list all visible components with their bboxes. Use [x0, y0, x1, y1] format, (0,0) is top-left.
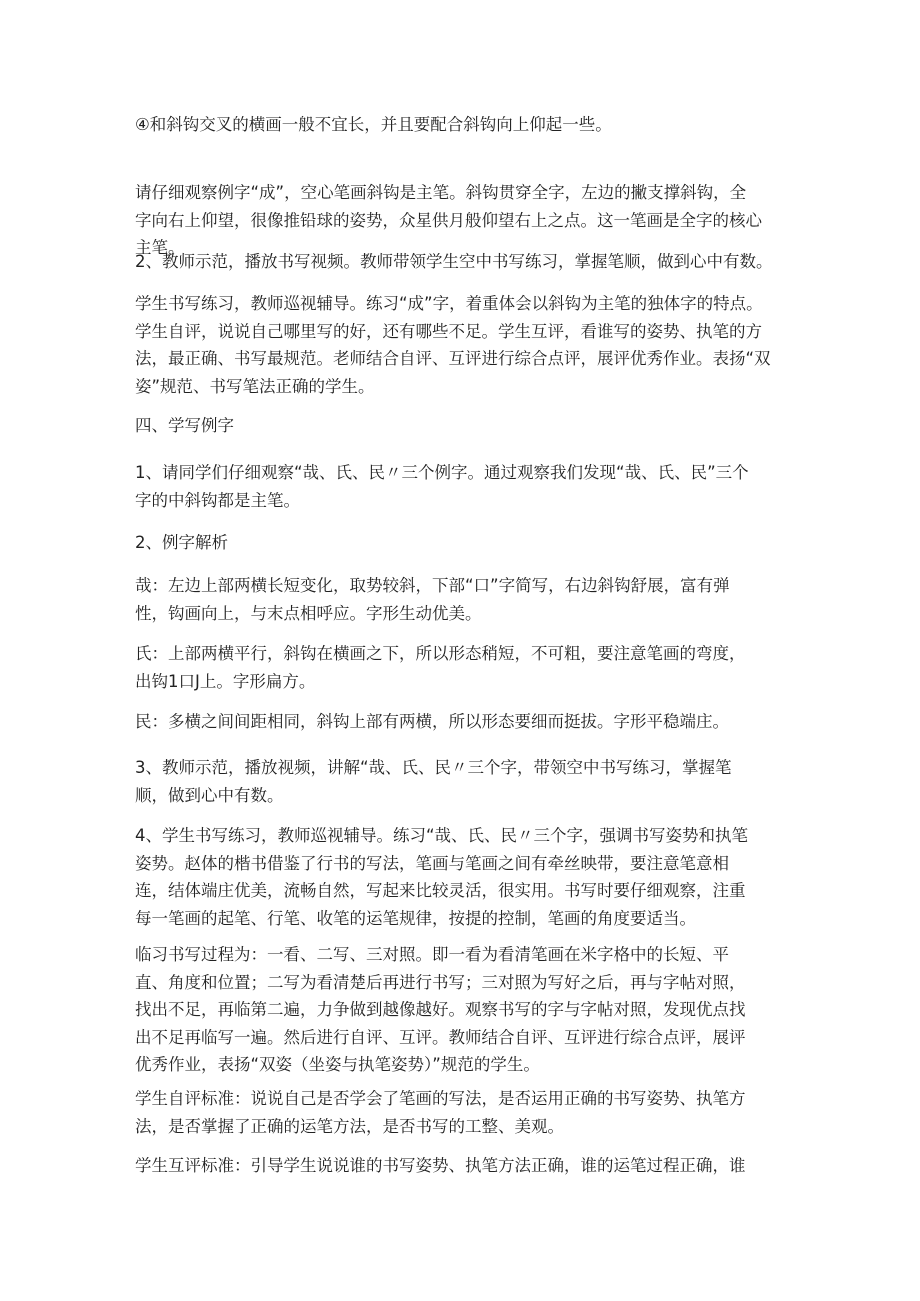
paragraph-10: 3、教师示范，播放视频，讲解“哉、氏、民〃三个字，带领空中书写练习，掌握笔 顺，做到心中有数。 [135, 758, 732, 805]
paragraph-1: ④和斜钩交叉的横画一般不宜长，并且要配合斜钩向上仰起一些。 [135, 115, 612, 134]
paragraph-2: 请仔细观察例字“成”，空心笔画斜钩是主笔。斜钩贯穿全字，左边的撇支撑斜钩，全 字向右上仰望，很像推铅球的姿势，众星供月般仰望右上之点。这一笔画是全字的核心 主笔。 [135, 183, 762, 257]
paragraph-11: 4、学生书写练习，教师巡视辅导。练习“哉、氏、民〃三个字，强调书写姿势和执笔 姿势。赵体的楷书借鉴了行书的写法，笔画与笔画之间有牵丝映带，要注意笔意相 连，结体端庄优美，流畅自然，写起来比较灵活，很实用。书写时要仔细观察，注重 每一笔画的起笔、行笔、收笔的运笔规律，按提的控制，笔画的角度要适当。 [135, 826, 749, 928]
paragraph-7: 哉：左边上部两横长短变化，取势较斜，下部“口”字简写，右边斜钩舒展，富有弹 性，钩画向上，与末点相呼应。字形生动优美。 [135, 576, 730, 623]
paragraph-6: 2、例字解析 [135, 533, 228, 552]
paragraph-3: 2、教师示范，播放书写视频。教师带领学生空中书写练习，掌握笔顺，做到心中有数。 [135, 252, 773, 271]
paragraph-4: 学生书写练习，教师巡视辅导。练习“成”字，着重体会以斜钩为主笔的独体字的特点。 学生自评，说说自己哪里写的好，还有哪些不足。学生互评，看谁写的姿势、执笔的方 法，最正确、书写最规范。老师结合自评、互评进行综合点评，展评优秀作业。表扬“双 姿”规范、书写笔法正确的学生。 [135, 294, 771, 396]
section-heading: 四、学写例字 [135, 416, 234, 435]
paragraph-9: 民：多横之间间距相同，斜钩上部有两横，所以形态要细而挺拔。字形平稳端庄。 [135, 712, 729, 731]
paragraph-14: 学生互评标准：引导学生说说谁的书写姿势、执笔方法正确，谁的运笔过程正确，谁 [135, 1156, 746, 1175]
paragraph-12: 临习书写过程为：一看、二写、三对照。即一看为看清笔画在米字格中的长短、平 直、角度和位置；二写为看清楚后再进行书写；三对照为写好之后，再与字帖对照， 找出不足，再临第二遍，力争做到越像越好。观察书写的字与字帖对照，发现优点找 出不足再临写一遍。然后进行自评、互评。教师结合自评、互评进行综合点评，展评 优秀作业，表扬“双姿（坐姿与执笔姿势）”规范的学生。 [135, 945, 746, 1074]
paragraph-8: 氏：上部两横平行，斜钩在横画之下，所以形态稍短，不可粗，要注意笔画的弯度， 出钩1口J上。字形扁方。 [135, 644, 746, 691]
paragraph-13: 学生自评标准：说说自己是否学会了笔画的写法，是否运用正确的书写姿势、执笔方 法，是否掌握了正确的运笔方法，是否书写的工整、美观。 [135, 1089, 746, 1136]
paragraph-5: 1、请同学们仔细观察“哉、氏、民〃三个例字。通过观察我们发现“哉、氏、民”三个 字的中斜钩都是主笔。 [135, 463, 749, 510]
